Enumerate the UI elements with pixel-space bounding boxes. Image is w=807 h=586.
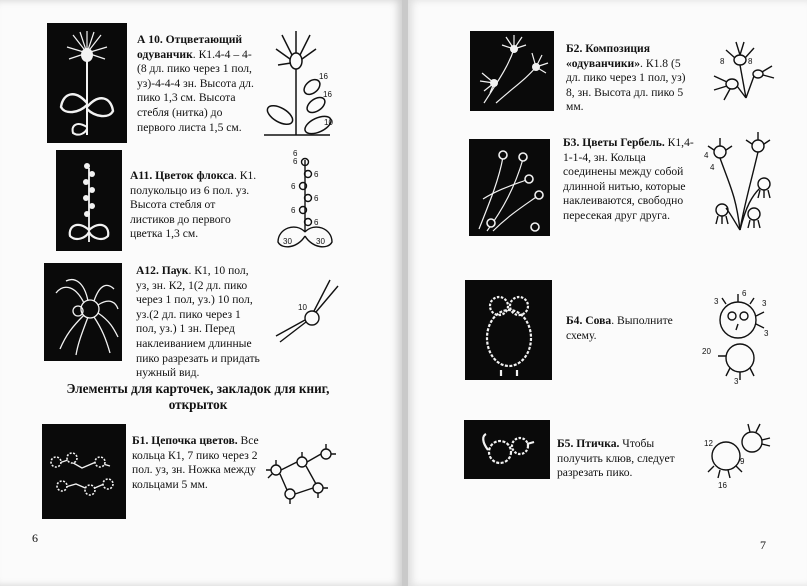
section-heading: Элементы для карточек, закладок для книг, открыток [66, 381, 330, 412]
b4-diagram-label: 6 [742, 289, 747, 298]
a11-diagram-label: 6 [314, 218, 319, 227]
b4-diagram-label: 3 [714, 297, 719, 306]
flower-chain-diagram [262, 440, 344, 508]
a10-diagram-label: 10 [324, 118, 333, 127]
a11-diagram-label: 30 [283, 237, 292, 246]
a12-title: А12. Паук [136, 264, 189, 277]
phlox-diagram [268, 150, 342, 256]
b4-body: . Выполните схему. [566, 314, 673, 342]
b4-title: Б4. Сова [566, 314, 612, 327]
a11-text [130, 169, 258, 242]
b4-diagram-label: 3 [762, 299, 767, 308]
a10-diagram-label: 16 [319, 72, 328, 81]
a11-diagram-label: 30 [316, 237, 325, 246]
phlox-photo [56, 150, 122, 251]
b3-diagram-label: 4 [710, 163, 715, 172]
b4-diagram-label: 3 [764, 329, 769, 338]
b3-diagram-label: 4 [704, 151, 709, 160]
b5-title: Б5. Птичка. [557, 437, 620, 450]
spider-diagram [268, 272, 346, 344]
a11-diagram-label: 6 [293, 150, 298, 158]
b3-title: Б3. Цветы Гербель. [563, 136, 665, 149]
b4-diagram-label: 3 [734, 377, 739, 386]
b5-diagram-label: 9 [740, 457, 745, 466]
bird-diagram [700, 412, 774, 490]
b2-title: Б2. Композиция «одуванчики» [566, 42, 651, 70]
b1-text [132, 434, 266, 492]
a11-diagram-label: 6 [314, 194, 319, 203]
b1-body: Все кольца К1, 7 пико через 2 пол. уз, зн. Ножка между кольцами 5 мм. [132, 434, 259, 491]
a12-text [136, 264, 262, 381]
a11-diagram-label: 6 [291, 206, 296, 215]
a12-body: . К1, 10 пол, уз, зн. К2, 1(2 дл. пико через 1 пол, уз.) 10 пол, уз.(2 дл. пико через 1 пол, уз.) 1 зн. Перед наклеиванием длинные пико разрезать и придать нужный вид. [136, 264, 260, 380]
b5-text [557, 437, 697, 481]
a11-diagram-label: 6 [293, 157, 298, 166]
b1-title: Б1. Цепочка цветов. [132, 434, 238, 447]
owl-diagram [700, 284, 778, 386]
bird-photo [464, 420, 550, 479]
a11-diagram-label: 6 [291, 182, 296, 191]
a10-text [137, 33, 259, 135]
a11-title: А11. Цветок флокса [130, 169, 234, 182]
a10-title: А 10. Отцветающий одуванчик [137, 33, 243, 61]
a10-body: . К1.4-4 – 4-(8 дл. пико через 1 пол, уз)-4-4-4 зн. Высота дл. пико 1,3 см. Высота стебля (нитка) до первого листа 1,5 см. [137, 47, 254, 134]
b2-text [566, 42, 692, 115]
dandelions-composition-diagram [706, 38, 778, 106]
dandelions-composition-photo [470, 31, 554, 111]
a11-body: . К1. полукольцо из 6 пол. уз. Высота стебля от листиков до первого цветка 1,3 см. [130, 169, 257, 241]
a11-diagram-label: 6 [314, 170, 319, 179]
b2-body: . К1.8 (5 дл. пико через 1 пол, уз) 8, зн. Высота дл. пико 5 мм. [566, 56, 686, 114]
b2-diagram-label: 8 [720, 57, 725, 66]
b4-text [566, 314, 696, 343]
b5-diagram-label: 12 [704, 439, 713, 448]
gerbera-flowers-diagram [700, 126, 780, 234]
b5-diagram-label: 16 [718, 481, 727, 490]
gerbera-flowers-photo [469, 139, 550, 236]
dandelion-diagram [258, 25, 338, 143]
b3-body: К1,4-1-1-4, зн. Кольца соединены между собой длинной нитью, которые наклеиваются, свободно пересекая друг друга. [563, 136, 694, 222]
left-page-number: 6 [32, 531, 38, 545]
book-gutter [402, 0, 408, 586]
b4-diagram-label: 20 [702, 347, 711, 356]
owl-photo [465, 280, 552, 380]
flower-chain-photo [42, 424, 126, 519]
b2-diagram-label: 8 [748, 57, 753, 66]
b3-text [563, 136, 695, 224]
a10-diagram-label: 16 [323, 90, 332, 99]
b5-body: Чтобы получить клюв, следует разрезать пико. [557, 437, 675, 480]
a12-diagram-label: 10 [298, 303, 307, 312]
right-page-number: 7 [760, 538, 766, 552]
dandelion-photo [47, 23, 127, 143]
spider-photo [44, 263, 122, 361]
